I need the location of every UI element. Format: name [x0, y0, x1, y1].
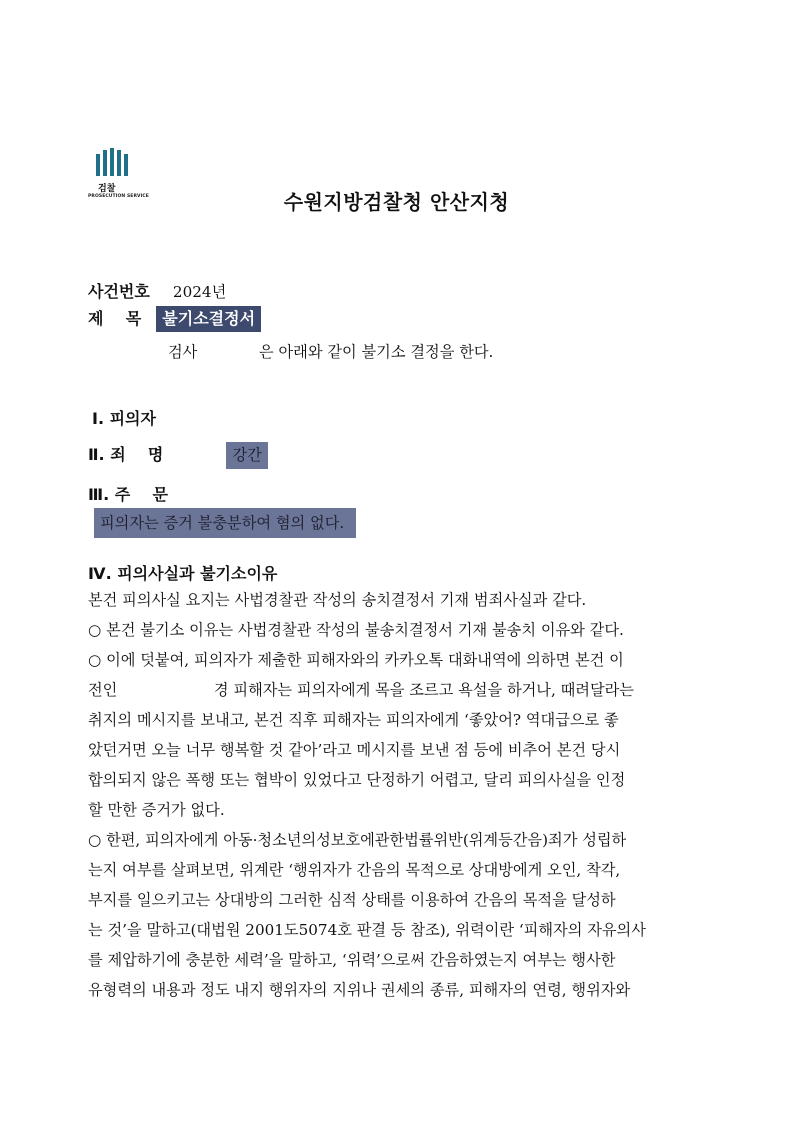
logo-name-ko: 검찰	[98, 184, 116, 194]
title-label: 제 목	[88, 309, 142, 328]
body-line: 는지 여부를 살펴보면, 위계란 ‘행위자가 간음의 목적으로 상대방에게 오인, 착각,	[88, 861, 621, 879]
decision-line-suffix: 은 아래와 같이 불기소 결정을 한다.	[259, 343, 494, 361]
section-charge-label: Ⅱ. 죄 명	[88, 445, 164, 464]
body-line: 취지의 메시지를 보내고, 본건 직후 피해자는 피의자에게 ‘좋았어? 역대급으로 좋	[88, 711, 619, 729]
section-charge-row	[88, 442, 268, 465]
body-line: 유형력의 내용과 정도 내지 행위자의 지위나 권세의 종류, 피해자의 연령, 행위자와	[88, 981, 631, 999]
body-line: 전인 경 피해자는 피의자에게 목을 조르고 욕설을 하거나, 때려달라는	[88, 681, 634, 699]
section-disposition-label: Ⅲ. 주 문	[88, 485, 168, 504]
body-line: ○ 본건 불기소 이유는 사법경찰관 작성의 불송치결정서 기재 불송치 이유와 같다.	[88, 621, 624, 639]
body-line: ○ 이에 덧붙여, 피의자가 제출한 피해자와의 카카오톡 대화내역에 의하면 본건 이	[88, 651, 624, 669]
body-line: 본건 피의사실 요지는 사법경찰관 작성의 송치결정서 기재 범죄사실과 같다.	[88, 591, 587, 609]
disposition-value: 피의자는 증거 불충분하여 혐의 없다.	[94, 508, 356, 538]
body-line: 부지를 일으키고는 상대방의 그러한 심적 상태를 이용하여 간음의 목적을 달성하	[88, 891, 616, 909]
logo-emblem-icon	[96, 148, 146, 176]
body-line: 는 것’을 말하고(대법원 2001도5074호 판결 등 참조), 위력이란 ‘피해자의 자유의사	[88, 921, 646, 939]
body-line: 를 제압하기에 충분한 세력’을 말하고, ‘위력’으로써 간음하였는지 여부는 행사한	[88, 951, 616, 969]
body-line: ○ 한편, 피의자에게 아동·청소년의성보호에관한법률위반(위계등간음)죄가 성립하	[88, 831, 627, 849]
section-reasons-label: Ⅳ. 피의사실과 불기소이유	[88, 564, 278, 583]
section-suspect: Ⅰ. 피의자	[92, 409, 156, 428]
title-row	[88, 306, 261, 329]
logo-name-en: PROSECUTION SERVICE	[88, 194, 149, 199]
document-title: 불기소결정서	[156, 306, 261, 332]
decision-line-prefix: 검사	[168, 343, 198, 361]
decision-line	[168, 341, 493, 362]
case-number-row	[88, 279, 226, 302]
office-title: 수원지방검찰청 안산지청	[283, 190, 510, 214]
body-line: 합의되지 않은 폭행 또는 협박이 있었다고 단정하기 어렵고, 달리 피의사실을 인정	[88, 771, 626, 789]
case-number-value: 2024년	[172, 283, 227, 301]
body-line: 할 만한 증거가 없다.	[88, 801, 225, 819]
body-line: 았던거면 오늘 너무 행복할 것 같아’라고 메시지를 보낸 점 등에 비추어 본건 당시	[88, 741, 621, 759]
charge-value: 강간	[226, 442, 267, 469]
case-number-label: 사건번호	[88, 282, 150, 301]
